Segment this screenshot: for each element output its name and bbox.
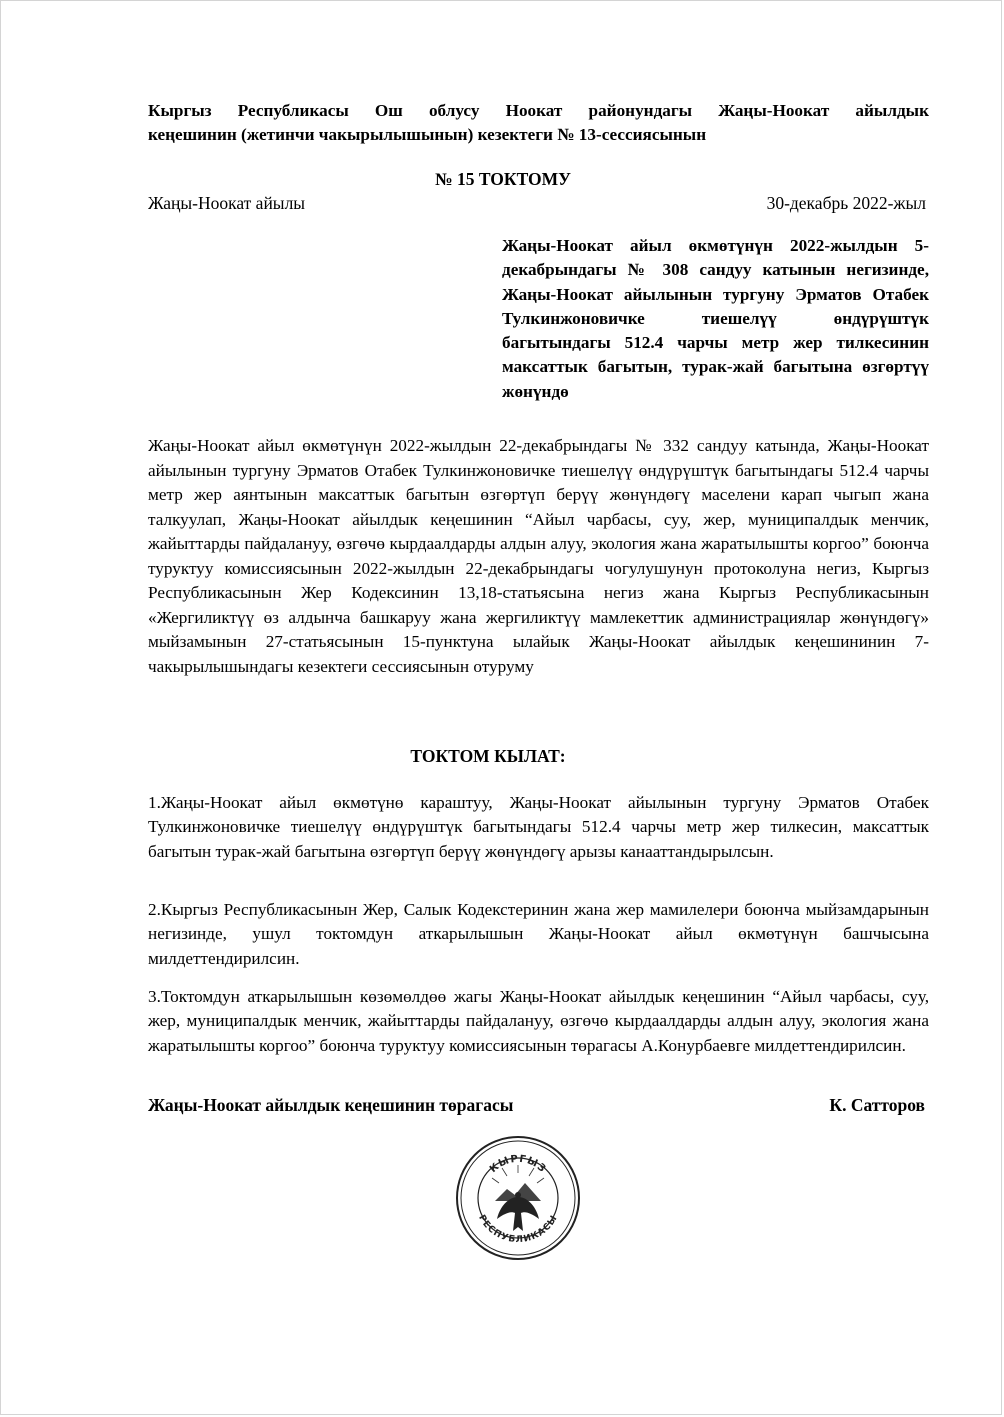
preamble-paragraph: Жаңы-Ноокат айыл өкмөтүнүн 2022-жылдын 22-декабрындагы № 332 сандуу катында, Жаңы-Ноокат айылынын тургуну Эрматов Отабек Тулкинжоновичке тиешелүү өндүрүштүк багытындагы 512.4 чарчы метр жер аянтынын максаттык багытын өзгөртүп берүү жөнүндөгү маселени карап чыгып жана талкуулап, Жаңы-Ноокат айылдык кеңешинин “Айыл чарбасы, суу, жер, муниципалдык менчик, жайыттарды пайдалануу, өзгөчө кырдаалдарды алдын алуу, экология жана жаратылышты коргоо” боюнча туруктуу комиссиясынын 2022-жылдын 22-декабрындагы чогулушунун протоколуна негиз, Кыргыз Республикасынын Жер Кодексинин 13,18-статьясына негиз жана Кыргыз Республикасынын «Жергиликтүү өз алдынча башкаруу жана жергиликтүү мамлекеттик администрациялар жөнүндөгү» мыйзамынын 27-статьясынын 15-пунктуна ылайык Жаңы-Ноокат айылдык кеңешининин 7-чакырылышындагы кезектеги сессиясынын отуруму xyxy=(148,436,929,676)
decision-heading: ТОКТОМ КЫЛАТ: xyxy=(410,746,566,766)
clause-3: 3.Токтомдун аткарылышын көзөмөлдөө жагы Жаңы-Ноокат айылдык кеңешинин “Айыл чарбасы, суу, жер, муниципалдык менчик, жайыттарды пайдалануу, өзгөчө кырдаалдарды алдын алуу, экология жана жаратылышты коргоо” боюнча туруктуу комиссиясынын төрагасы А.Конурбаевге милдеттендирилсин. xyxy=(148,987,929,1055)
document-header xyxy=(148,99,929,147)
signatory-position: Жаңы-Ноокат айылдык кеңешинин төрагасы xyxy=(148,1095,514,1115)
clause-2: 2.Кыргыз Республикасынын Жер, Салык Кодекстеринин жана жер мамилелери боюнча мыйзамдарынын негизинде, ушул токтомдун аткарылышын Жаңы-Ноокат айыл өкмөтүнүн башчысына милдеттендирилсин. xyxy=(148,900,929,968)
document-date: 30-декабрь 2022-жыл xyxy=(766,193,926,213)
document-subject: Жаңы-Ноокат айыл өкмөтүнүн 2022-жылдын 5-декабрындагы № 308 сандуу катынын негизинде, Жаңы-Ноокат айылынын тургуну Эрматов Отабек Тулкинжоновичке тиешелүү өндүрүштүк багытындагы 512.4 чарчы метр жер тилкесинин максаттык багытын, турак-жай багытына өзгөртүү жөнүндө xyxy=(502,236,929,401)
seal-bottom-text: РЕСПУБЛИКАСЫ xyxy=(476,1213,560,1246)
signature-row xyxy=(148,1095,929,1116)
seal-top-text: КЫРГЫЗ xyxy=(487,1153,549,1176)
document-place: Жаңы-Ноокат айылы xyxy=(148,193,306,213)
kyrgyz-emblem-seal-icon xyxy=(455,1135,581,1261)
header-line-2: кеңешинин (жетинчи чакырылышынын) кезектеги № 13-сессиясынын xyxy=(148,125,707,144)
clause-1: 1.Жаңы-Ноокат айыл өкмөтүнө караштуу, Жаңы-Ноокат айылынын тургуну Эрматов Отабек Тулкинжоновичке тиешелүү өндүрүштүк багытындагы 512.4 чарчы метр жер тилкесин, максаттык багытын турак-жай багытына өзгөртүп берүү жөнүндөгү арызы канааттандырылсын. xyxy=(148,793,929,861)
header-line-1: Кыргыз Республикасы Ош облусу Ноокат районундагы Жаңы-Ноокат айылдык xyxy=(148,101,929,120)
signatory-name: К. Сатторов xyxy=(829,1095,925,1115)
place-date-row xyxy=(148,193,929,214)
document-number: № 15 ТОКТОМУ xyxy=(435,169,571,189)
